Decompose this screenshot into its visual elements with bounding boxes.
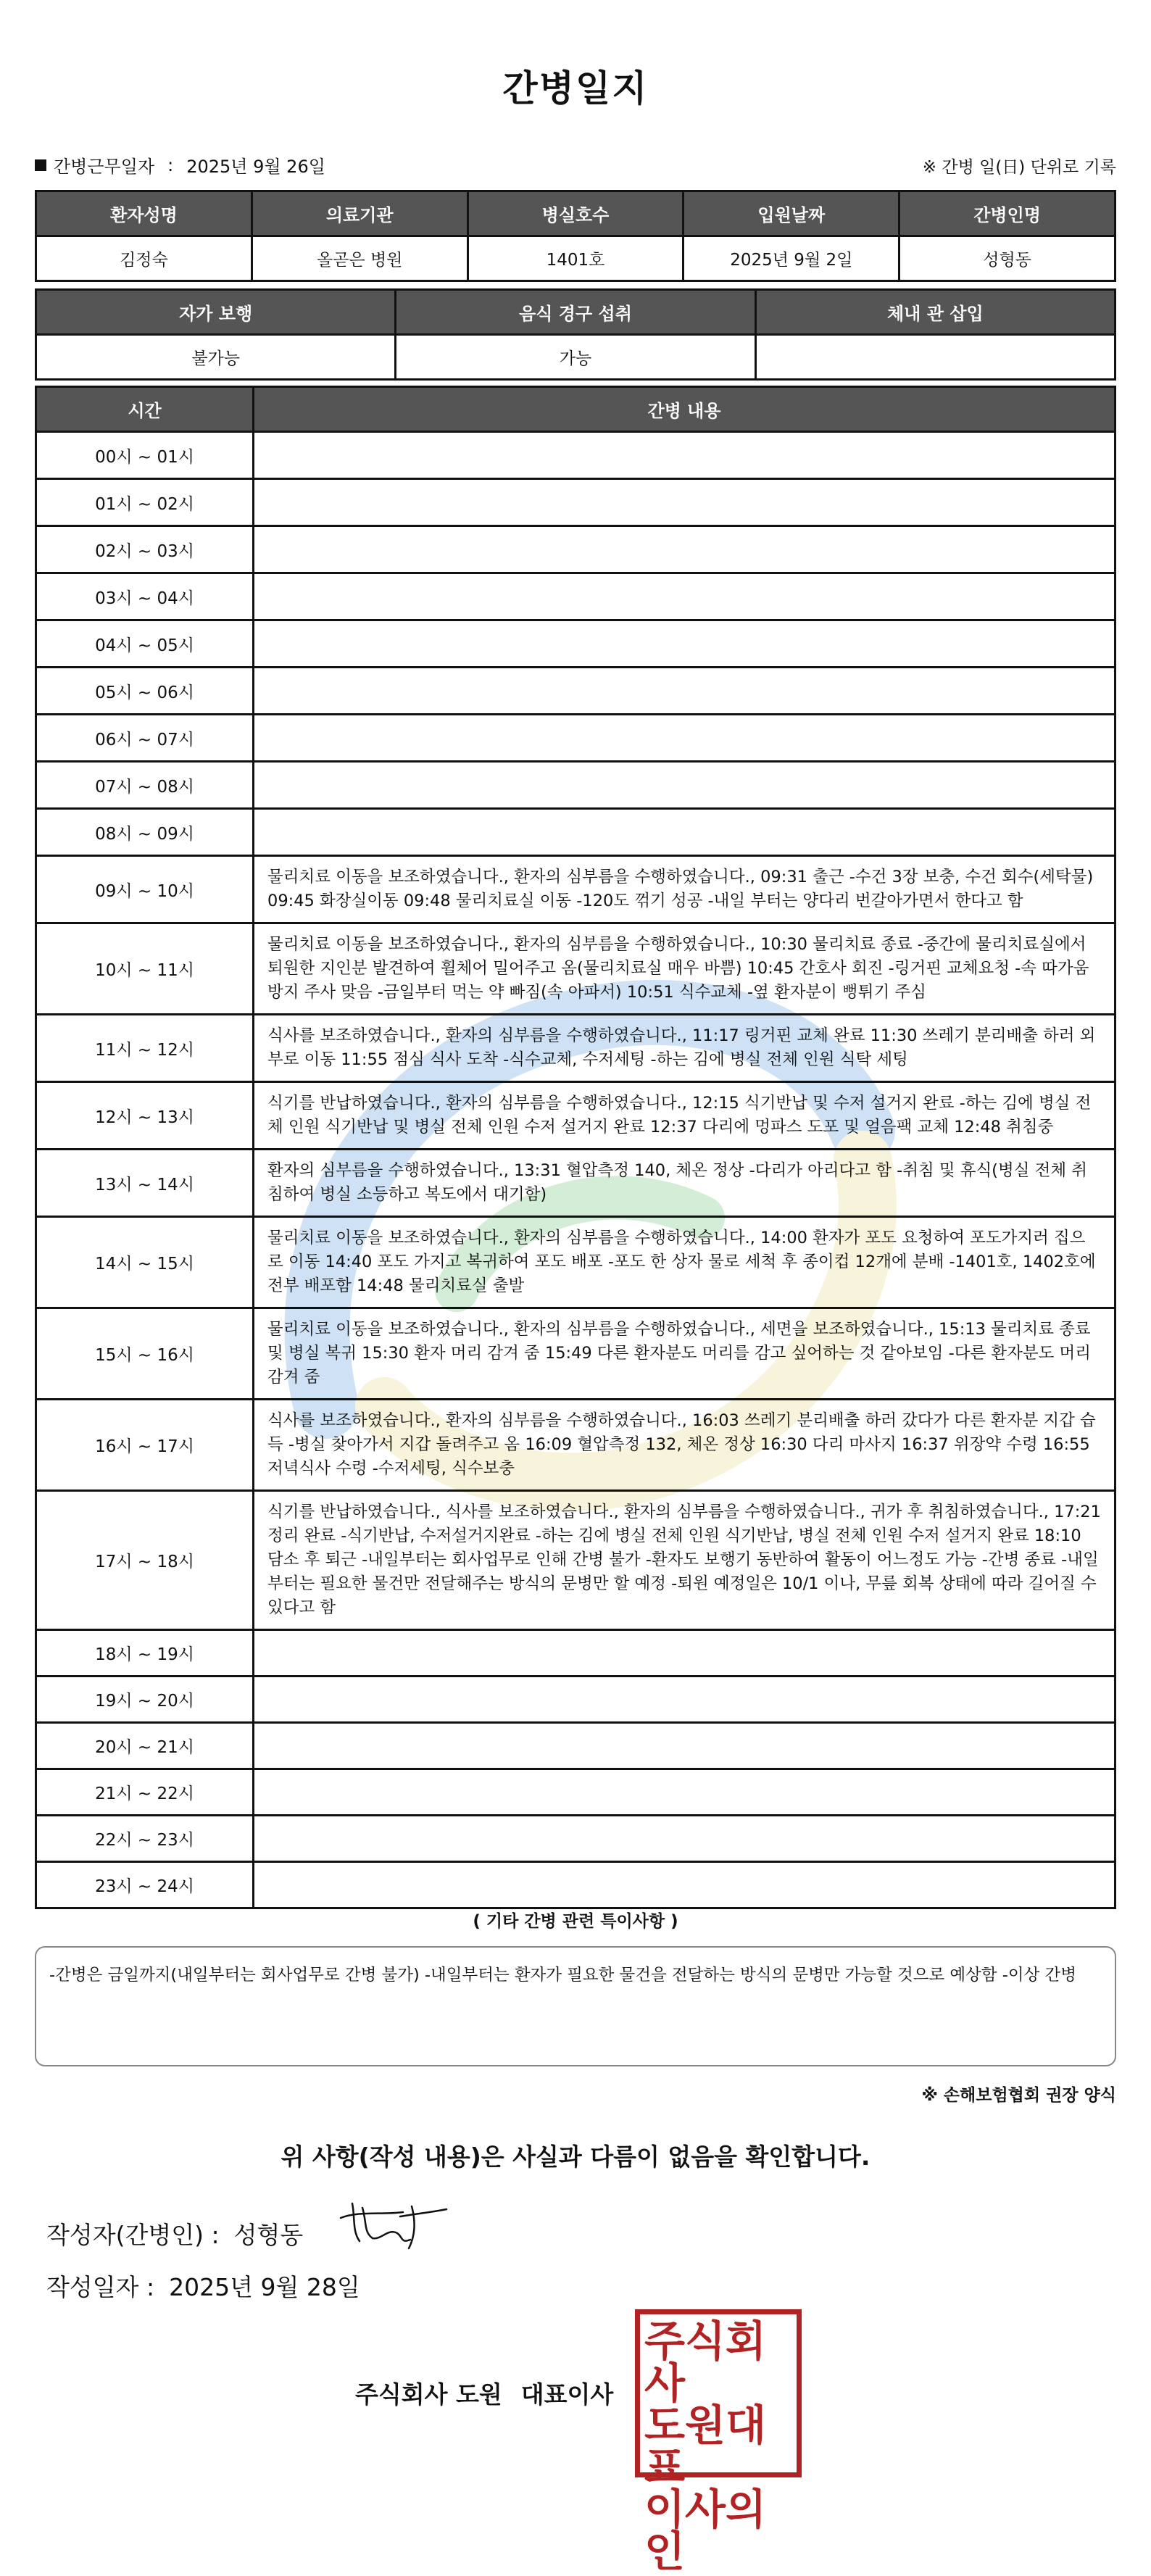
table-row — [36, 236, 1115, 281]
time-cell: 07시 ~ 08시 — [36, 762, 254, 809]
page-title: 간병일지 — [502, 67, 649, 109]
time-cell: 03시 ~ 04시 — [36, 573, 254, 620]
table-row — [36, 1015, 1115, 1082]
table-row — [36, 1150, 1115, 1217]
content-cell — [254, 479, 1115, 526]
content-cell — [254, 762, 1115, 809]
confirmation-statement: 위 사항(작성 내용)은 사실과 다름이 없음을 확인합니다. — [281, 2143, 870, 2171]
caregiver-name-cell: 성형동 — [899, 236, 1115, 281]
table-header-cell: 간병 내용 — [254, 387, 1115, 432]
table-header-cell: 자가 보행 — [36, 290, 396, 335]
content-cell — [254, 1677, 1115, 1723]
time-cell: 22시 ~ 23시 — [36, 1816, 254, 1862]
time-cell: 08시 ~ 09시 — [36, 809, 254, 856]
work-date-value: 2025년 9월 26일 — [186, 157, 325, 177]
table-row — [36, 479, 1115, 526]
company-role: 대표이사 — [520, 2380, 614, 2409]
content-cell: 식기를 반납하였습니다., 환자의 심부름을 수행하였습니다., 12:15 식기반납 및 수저 설거지 완료 -하는 김에 병실 전체 인원 식기반납 및 병실 전체 인원 수저 설거지 완료 12:37 다리에 멍파스 도포 및 얼음팩 교체 12:48 취침중 — [254, 1082, 1115, 1150]
content-cell: 식기를 반납하였습니다., 식사를 보조하였습니다., 환자의 심부름을 수행하였습니다., 귀가 후 취침하였습니다., 17:21 정리 완료 -식기반납, 수저설거지완료 -하는 김에 병실 전체 인원 식기반납, 병실 전체 인원 수저 설거지 완료 18:10 담소 후 퇴근 -내일부터는 회사업무로 인해 간병 불가 -환자도 보행기 동반하여 활동이 어느정도 가능 -간병 종료 -내일부터는 필요한 물건만 전달해주는 방식의 문병만 할 예정 -퇴원 예정일은 10/1 이나, 무릎 회복 상태에 따라 길어질 수 있다고 함 — [254, 1491, 1115, 1630]
time-cell: 18시 ~ 19시 — [36, 1630, 254, 1677]
table-row — [36, 1723, 1115, 1769]
time-cell: 21시 ~ 22시 — [36, 1769, 254, 1816]
table-row — [36, 573, 1115, 620]
seal-row: 도원대표 — [644, 2401, 767, 2492]
table-header-row — [36, 191, 1115, 236]
care-log-table — [35, 386, 1116, 1909]
table-row — [36, 762, 1115, 809]
time-cell: 23시 ~ 24시 — [36, 1862, 254, 1908]
hospital-cell: 올곧은 병원 — [252, 236, 468, 281]
table-row — [36, 1082, 1115, 1150]
tube-insertion-cell — [755, 335, 1115, 380]
form-source-note: ※ 손해보험협회 권장 양식 — [921, 2086, 1116, 2105]
work-date-label: 간병근무일자 — [54, 157, 155, 177]
content-cell: 물리치료 이동을 보조하였습니다., 환자의 심부름을 수행하였습니다., 세면을 보조하였습니다., 15:13 물리치료 종료 및 병실 복귀 15:30 환자 머리 감겨 줌 15:49 다른 환자분도 머리를 감고 싶어하는 것 같아보임 -다른 환자분도 머리 감겨 줌 — [254, 1308, 1115, 1400]
content-cell — [254, 1769, 1115, 1816]
time-cell: 16시 ~ 17시 — [36, 1400, 254, 1491]
content-cell — [254, 1723, 1115, 1769]
work-date — [35, 152, 325, 178]
time-cell: 01시 ~ 02시 — [36, 479, 254, 526]
care-status-table — [35, 288, 1116, 381]
table-header-cell: 시간 — [36, 387, 254, 432]
content-cell: 식사를 보조하였습니다., 환자의 심부름을 수행하였습니다., 16:03 쓰레기 분리배출 하러 갔다가 다른 환자분 지갑 습득 -병실 찾아가서 지갑 돌려주고 옴 16:09 혈압측정 132, 체온 정상 16:30 다리 마사지 16:37 위장약 수령 16:55 저녁식사 수령 -수저세팅, 식수보충 — [254, 1400, 1115, 1491]
table-row — [36, 715, 1115, 762]
table-row — [36, 1491, 1115, 1630]
time-cell: 20시 ~ 21시 — [36, 1723, 254, 1769]
content-cell: 물리치료 이동을 보조하였습니다., 환자의 심부름을 수행하였습니다., 14:00 환자가 포도 요청하여 포도가지러 집으로 이동 14:40 포도 가지고 복귀하여 포도 배포 -포도 한 상자 물로 세척 후 종이컵 12개에 분배 -1401호, 1402호에 전부 배포함 14:48 물리치료실 출발 — [254, 1217, 1115, 1308]
patient-name-cell: 김정숙 — [36, 236, 252, 281]
content-cell: 식사를 보조하였습니다., 환자의 심부름을 수행하였습니다., 11:17 링거핀 교체 완료 11:30 쓰레기 분리배출 하러 외부로 이동 11:55 점심 식사 도착 -식수교체, 수저세팅 -하는 김에 병실 전체 인원 식탁 세팅 — [254, 1015, 1115, 1082]
content-cell — [254, 1862, 1115, 1908]
table-row — [36, 335, 1115, 380]
write-date-label: 작성일자 : — [46, 2273, 155, 2301]
work-date-separator: : — [167, 154, 174, 175]
time-cell: 15시 ~ 16시 — [36, 1308, 254, 1400]
writer-label: 작성자(간병인) : — [46, 2221, 220, 2249]
table-header-cell: 병실호수 — [468, 191, 683, 236]
time-cell: 12시 ~ 13시 — [36, 1082, 254, 1150]
time-cell: 11시 ~ 12시 — [36, 1015, 254, 1082]
table-row — [36, 1816, 1115, 1862]
table-row — [36, 1308, 1115, 1400]
time-cell: 10시 ~ 11시 — [36, 923, 254, 1015]
table-header-cell: 간병인명 — [899, 191, 1115, 236]
time-cell: 06시 ~ 07시 — [36, 715, 254, 762]
table-header-cell: 음식 경구 섭취 — [396, 290, 755, 335]
table-row — [36, 1862, 1115, 1908]
content-cell — [254, 809, 1115, 856]
table-row — [36, 1217, 1115, 1308]
table-header-cell: 환자성명 — [36, 191, 252, 236]
content-cell: 환자의 심부름을 수행하였습니다., 13:31 혈압측정 140, 체온 정상 -다리가 아리다고 함 -취침 및 휴식(병실 전체 취침하여 병실 소등하고 복도에서 대기함) — [254, 1150, 1115, 1217]
time-cell: 02시 ~ 03시 — [36, 526, 254, 573]
time-cell: 14시 ~ 15시 — [36, 1217, 254, 1308]
table-row — [36, 668, 1115, 715]
time-cell: 04시 ~ 05시 — [36, 620, 254, 668]
table-header-cell: 의료기관 — [252, 191, 468, 236]
oral-intake-cell: 가능 — [396, 335, 755, 380]
time-cell: 00시 ~ 01시 — [36, 432, 254, 479]
table-header-cell: 체내 관 삽입 — [755, 290, 1115, 335]
content-cell — [254, 526, 1115, 573]
special-notes-text: -간병은 금일까지(내일부터는 회사업무로 간병 불가) -내일부터는 환자가 필요한 물건을 전달하는 방식의 문병만 가능할 것으로 예상함 -이상 간병 — [49, 1966, 1076, 1985]
content-cell — [254, 432, 1115, 479]
time-cell: 19시 ~ 20시 — [36, 1677, 254, 1723]
content-cell — [254, 1630, 1115, 1677]
room-cell: 1401호 — [468, 236, 683, 281]
bullet-square-icon — [35, 159, 46, 171]
table-row — [36, 1400, 1115, 1491]
write-date-line — [46, 2269, 360, 2303]
table-row — [36, 620, 1115, 668]
table-row — [36, 1769, 1115, 1816]
writer-name: 성형동 — [233, 2221, 304, 2249]
table-row — [36, 1677, 1115, 1723]
time-cell: 09시 ~ 10시 — [36, 856, 254, 923]
table-header-cell: 입원날짜 — [683, 191, 899, 236]
content-cell — [254, 573, 1115, 620]
record-note: ※ 간병 일(日) 단위로 기록 — [922, 158, 1116, 177]
table-row — [36, 856, 1115, 923]
company-line — [355, 2376, 613, 2410]
table-row — [36, 923, 1115, 1015]
table-row — [36, 526, 1115, 573]
patient-info-table — [35, 190, 1116, 282]
time-cell: 13시 ~ 14시 — [36, 1150, 254, 1217]
table-row — [36, 1630, 1115, 1677]
content-cell — [254, 620, 1115, 668]
company-name: 주식회사 도원 — [355, 2380, 502, 2409]
content-cell — [254, 668, 1115, 715]
content-cell — [254, 715, 1115, 762]
table-header-row — [36, 290, 1115, 335]
signature-image — [331, 2196, 454, 2254]
content-cell: 물리치료 이동을 보조하였습니다., 환자의 심부름을 수행하였습니다., 09:31 출근 -수건 3장 보충, 수건 회수(세탁물) 09:45 화장실이동 09:48 물리치료실 이동 -120도 꺾기 성공 -내일 부터는 양다리 번갈아가면서 한다고 함 — [254, 856, 1115, 923]
write-date-value: 2025년 9월 28일 — [169, 2273, 360, 2301]
table-row — [36, 809, 1115, 856]
special-notes-box — [35, 1946, 1116, 2066]
company-seal-stamp — [635, 2309, 802, 2576]
seal-row: 주식회사 — [644, 2317, 767, 2408]
table-header-row — [36, 387, 1115, 432]
special-notes-title: ( 기타 간병 관련 특이사항 ) — [473, 1912, 678, 1931]
content-cell — [254, 1816, 1115, 1862]
seal-row: 이사의인 — [644, 2485, 767, 2576]
content-cell: 물리치료 이동을 보조하였습니다., 환자의 심부름을 수행하였습니다., 10:30 물리치료 종료 -중간에 물리치료실에서 퇴원한 지인분 발견하여 휠체어 밀어주고 옴(물리치료실 매우 바쁨) 10:45 간호사 회진 -링거핀 교체요청 -속 따가움 방지 주사 맞음 -금일부터 먹는 약 빠짐(속 아파서) 10:51 식수교체 -옆 환자분이 뻥튀기 주심 — [254, 923, 1115, 1015]
writer-line — [46, 2216, 303, 2251]
time-cell: 05시 ~ 06시 — [36, 668, 254, 715]
time-cell: 17시 ~ 18시 — [36, 1491, 254, 1630]
walking-cell: 불가능 — [36, 335, 396, 380]
table-row — [36, 432, 1115, 479]
admission-date-cell: 2025년 9월 2일 — [683, 236, 899, 281]
